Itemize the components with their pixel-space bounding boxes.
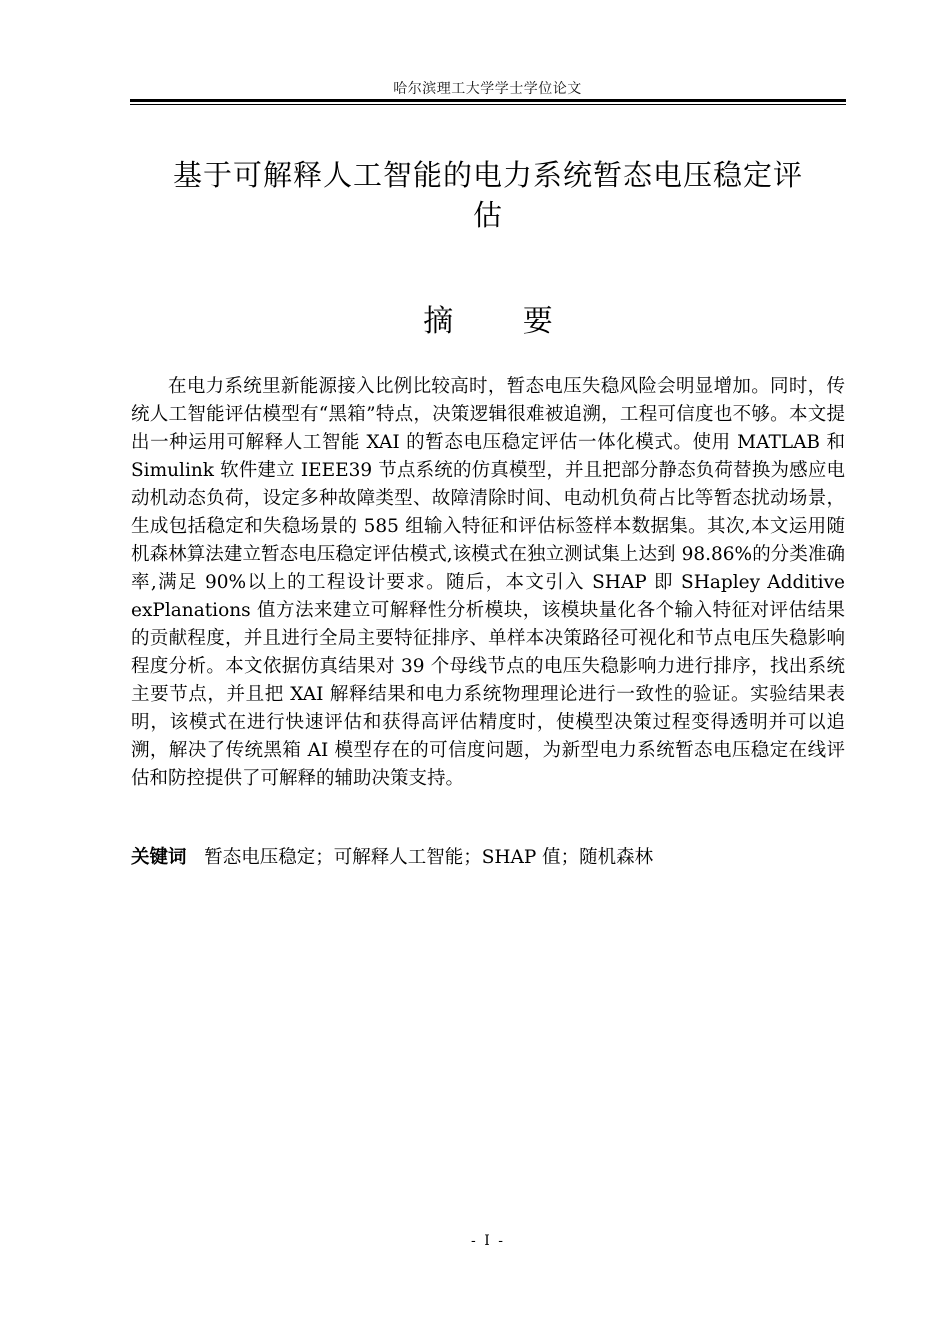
- thesis-title: [130, 155, 846, 235]
- keywords-label: 关键词: [131, 847, 187, 868]
- keywords-items: 暂态电压稳定；可解释人工智能；SHAP 值；随机森林: [204, 847, 654, 868]
- thesis-title-line-1: 基于可解释人工智能的电力系统暂态电压稳定评: [172, 158, 803, 192]
- page-number: - I -: [471, 1233, 505, 1249]
- running-header: 哈尔滨理工大学学士学位论文: [393, 81, 582, 97]
- abstract-heading: 摘 要: [423, 304, 553, 339]
- abstract-body: 在电力系统里新能源接入比例比较高时，暂态电压失稳风险会明显增加。同时，传统人工智能评估模型有“黑箱”特点，决策逻辑很难被追溯，工程可信度也不够。本文提出一种运用可解释人工智能 XAI 的暂态电压稳定评估一体化模式。使用 MATLAB 和 Simulink 软件建立 IEEE39 节点系统的仿真模型，并且把部分静态负荷替换为感应电动机动态负荷，设定多种故障类型、故障清除时间、电动机负荷占比等暂态扰动场景，生成包括稳定和失稳场景的 585 组输入特征和评估标签样本数据集。其次,本文运用随机森林算法建立暂态电压稳定评估模式,该模式在独立测试集上达到 98.86%的分类准确率,满足 90%以上的工程设计要求。随后，本文引入 SHAP 即 SHapley Additive exPlanations 值方法来建立可解释性分析模块，该模块量化各个输入特征对评估结果的贡献程度，并且进行全局主要特征排序、单样本决策路径可视化和节点电压失稳影响程度分析。本文依据仿真结果对 39 个母线节点的电压失稳影响力进行排序，找出系统主要节点，并且把 XAI 解释结果和电力系统物理理论进行一致性的验证。实验结果表明，该模式在进行快速评估和获得高评估精度时，使模型决策过程变得透明并可以追溯，解决了传统黑箱 AI 模型存在的可信度问题，为新型电力系统暂态电压稳定在线评估和防控提供了可解释的辅助决策支持。: [131, 376, 845, 789]
- keywords-spacer: [192, 847, 198, 868]
- keywords-line: [131, 844, 845, 872]
- header-rule-thin: [130, 104, 846, 105]
- thesis-title-line-2: 估: [472, 198, 503, 232]
- header-rule-thick: [130, 99, 846, 102]
